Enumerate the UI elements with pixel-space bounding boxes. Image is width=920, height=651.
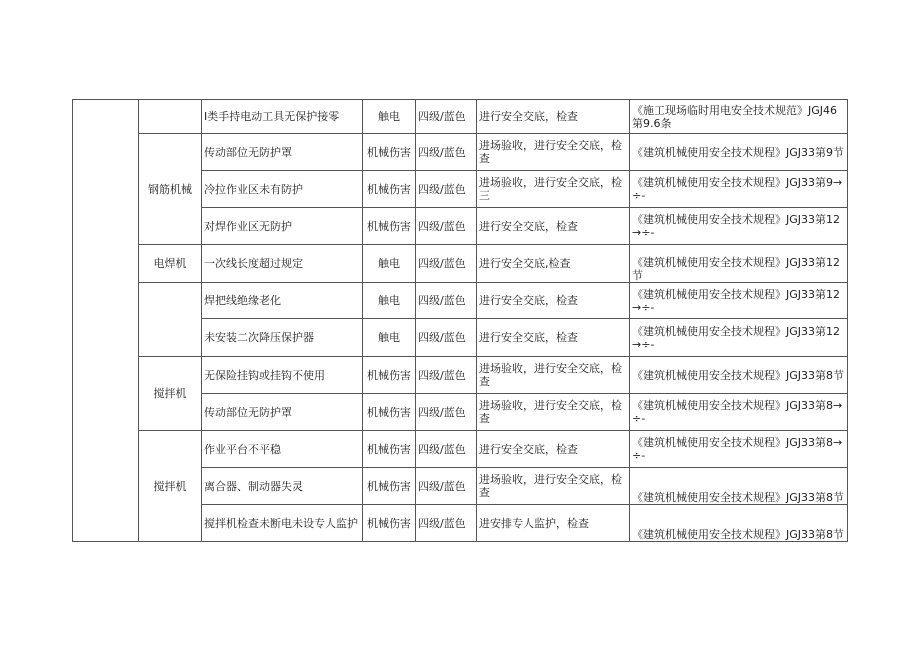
standard-cell: 《建筑机械使用安全技术规程》JGJ33第9→÷-: [630, 171, 848, 208]
machine-cell-mixer: 搅拌机: [139, 431, 202, 542]
hazard-type-cell: 机械伤害: [363, 394, 416, 431]
hazard-cell: 搅拌机检查未断电未设专人监护: [202, 505, 363, 542]
table-row: [73, 283, 848, 319]
hazard-type-cell: 触电: [363, 100, 416, 134]
hazard-type-cell: 触电: [363, 319, 416, 357]
standard-cell: 《建筑机械使用安全技术规程》JGJ33第12→÷-: [630, 283, 848, 319]
hazard-type-cell: 触电: [363, 283, 416, 319]
hazard-type-cell: 机械伤害: [363, 171, 416, 208]
risk-level-cell: 四级/蓝色: [416, 134, 477, 171]
risk-level-cell: 四级/蓝色: [416, 171, 477, 208]
risk-level-cell: 四级/蓝色: [416, 468, 477, 505]
hazard-type-cell: 机械伤害: [363, 468, 416, 505]
standard-cell: 《施工现场临时用电安全技术规范》JGJ46第9.6条: [630, 100, 848, 134]
hazard-type-cell: 机械伤害: [363, 208, 416, 245]
table-row: [73, 134, 848, 171]
control-measure-cell: 进行安全交底,检查: [477, 245, 630, 283]
control-measure-cell: 进场验收，进行安全交底，检查: [477, 468, 630, 505]
hazard-cell: 作业平台不平稳: [202, 431, 363, 468]
table-row: [73, 357, 848, 394]
hazard-type-cell: 机械伤害: [363, 505, 416, 542]
machine-cell-empty: [139, 100, 202, 134]
standard-cell: 《建筑机械使用安全技术规程》JGJ33第12→÷-: [630, 319, 848, 357]
risk-level-cell: 四级/蓝色: [416, 100, 477, 134]
hazard-cell: 未安装二次降压保护器: [202, 319, 363, 357]
machine-cell-welder: 电焊机: [139, 245, 202, 283]
standard-cell: 《建筑机械使用安全技术规程》JGJ33第12节: [630, 245, 848, 283]
risk-level-cell: 四级/蓝色: [416, 394, 477, 431]
control-measure-cell: 进场验收，进行安全交底，检查: [477, 394, 630, 431]
hazard-type-cell: 机械伤害: [363, 134, 416, 171]
control-measure-cell: 进场验收，进行安全交底，检查: [477, 134, 630, 171]
control-measure-cell: 进行安全交底，检查: [477, 431, 630, 468]
machine-cell-empty: [139, 283, 202, 357]
hazard-type-cell: 触电: [363, 245, 416, 283]
control-measure-cell: 进行安全交底，检查: [477, 208, 630, 245]
machine-cell-mixer: 搅拌机: [139, 357, 202, 431]
standard-cell: 《建筑机械使用安全技术规程》JGJ33第8→÷-: [630, 431, 848, 468]
category-cell: [73, 100, 139, 542]
control-measure-cell: 进行安全交底，检查: [477, 100, 630, 134]
risk-level-cell: 四级/蓝色: [416, 431, 477, 468]
hazard-type-cell: 机械伤害: [363, 357, 416, 394]
hazard-cell: 传动部位无防护罩: [202, 134, 363, 171]
table-row: [73, 245, 848, 283]
table-row: [73, 431, 848, 468]
control-measure-cell: 进场验收，进行安全交底，检三: [477, 171, 630, 208]
control-measure-cell: 进行安全交底，检查: [477, 283, 630, 319]
hazard-cell: 焊把线绝缘老化: [202, 283, 363, 319]
standard-cell: 《建筑机械使用安全技术规程》JGJ33第9节: [630, 134, 848, 171]
hazard-type-cell: 机械伤害: [363, 431, 416, 468]
risk-level-cell: 四级/蓝色: [416, 245, 477, 283]
risk-level-cell: 四级/蓝色: [416, 283, 477, 319]
hazard-cell: 对焊作业区无防护: [202, 208, 363, 245]
table-row: [73, 100, 848, 134]
hazard-cell: 离合器、制动器失灵: [202, 468, 363, 505]
hazard-cell: 无保险挂钩或挂钩不使用: [202, 357, 363, 394]
hazard-cell: I类手持电动工具无保护接零: [202, 100, 363, 134]
control-measure-cell: 进安排专人监护，检查: [477, 505, 630, 542]
control-measure-cell: 进行安全交底，检查: [477, 319, 630, 357]
hazard-cell: 一次线长度超过规定: [202, 245, 363, 283]
hazard-table: [72, 99, 848, 542]
standard-cell: 《建筑机械使用安全技术规程》JGJ33第12→÷-: [630, 208, 848, 245]
risk-level-cell: 四级/蓝色: [416, 208, 477, 245]
risk-level-cell: 四级/蓝色: [416, 505, 477, 542]
standard-cell: 《建筑机械使用安全技术规程》JGJ33第8节: [630, 357, 848, 394]
control-measure-cell: 进场验收，进行安全交底，检查: [477, 357, 630, 394]
standard-cell: 《建筑机械使用安全技术规程》JGJ33第8节: [630, 468, 848, 505]
standard-cell: 《建筑机械使用安全技术规程》JGJ33第8节: [630, 505, 848, 542]
standard-cell: 《建筑机械使用安全技术规程》JGJ33第8→÷-: [630, 394, 848, 431]
risk-level-cell: 四级/蓝色: [416, 319, 477, 357]
machine-cell-rebar: 钢筋机械: [139, 134, 202, 245]
risk-level-cell: 四级/蓝色: [416, 357, 477, 394]
hazard-cell: 传动部位无防护罩: [202, 394, 363, 431]
hazard-cell: 冷拉作业区未有防护: [202, 171, 363, 208]
